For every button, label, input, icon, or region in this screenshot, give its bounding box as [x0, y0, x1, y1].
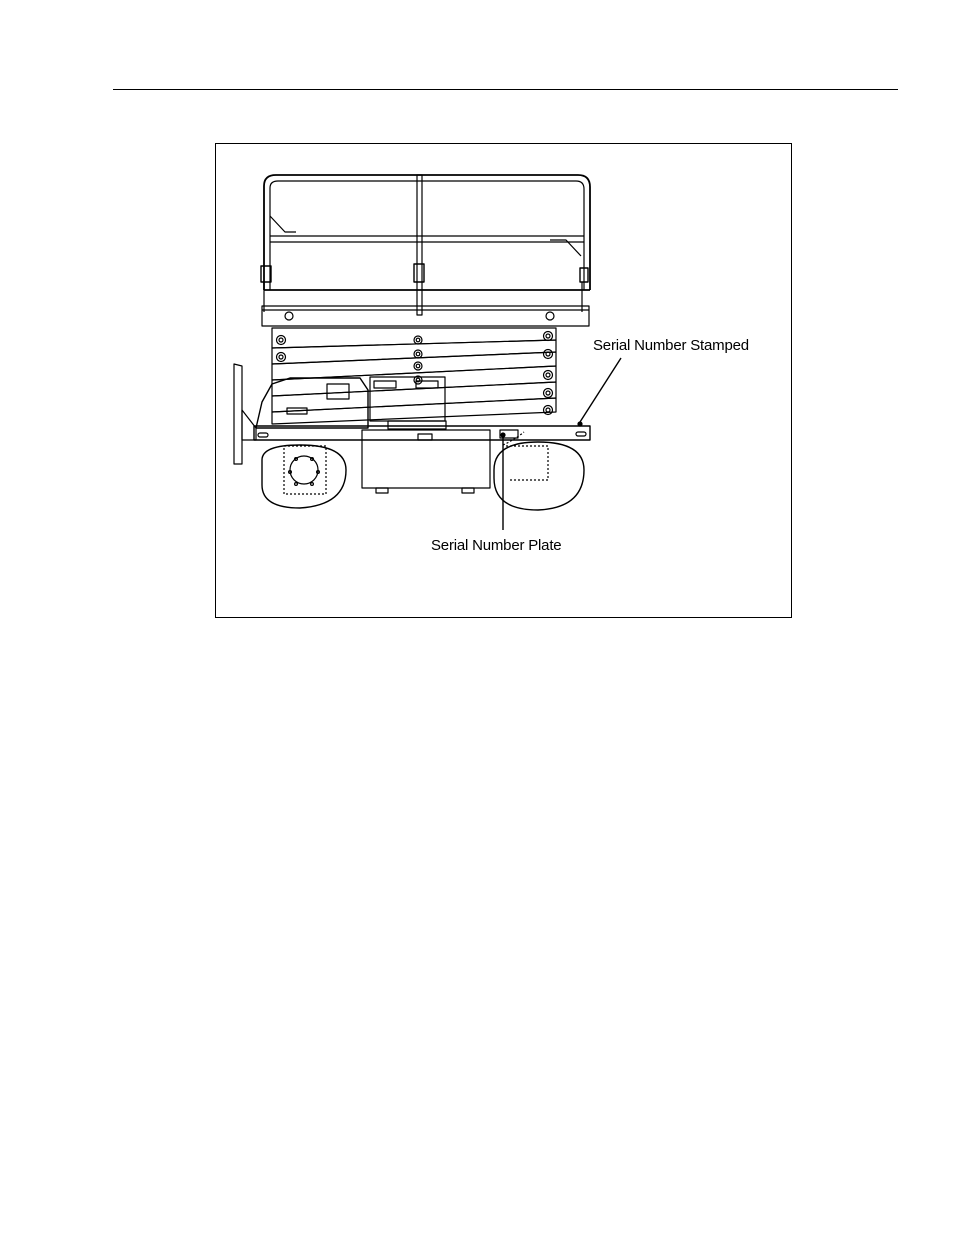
platform-deck [262, 306, 589, 326]
chassis [254, 426, 590, 493]
front-wheel [494, 442, 584, 510]
platform-guard-rails [261, 175, 590, 315]
serial-number-stamped-label: Serial Number Stamped [593, 337, 749, 354]
serial-number-plate-label: Serial Number Plate [431, 537, 562, 554]
entry-ladder [234, 364, 256, 464]
rear-wheel [262, 445, 346, 508]
scissor-arms [272, 328, 556, 424]
